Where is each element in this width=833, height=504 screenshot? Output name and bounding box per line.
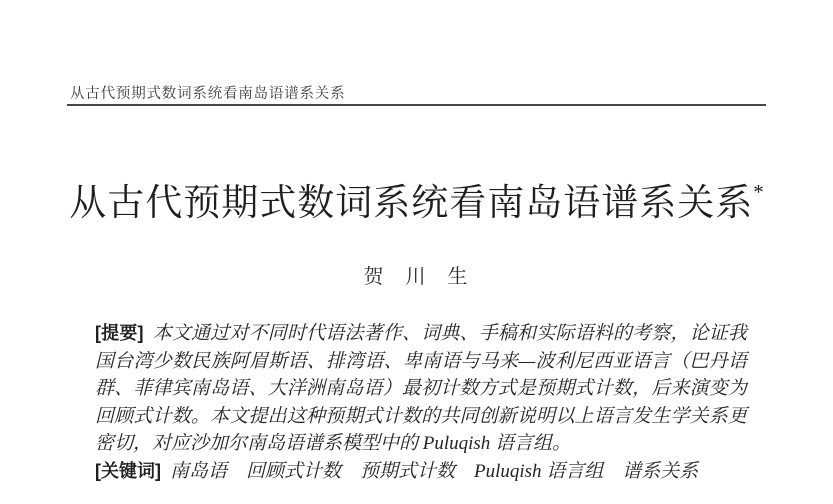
header-rule (67, 104, 766, 106)
title-footnote-marker: * (753, 180, 764, 204)
abstract-text: 本文通过对不同时代语法著作、词典、手稿和实际语料的考察，论证我国台湾少数民族阿眉斯语、排湾语、卑南语与马来—波利尼西亚语言（巴丹语群、菲律宾南岛语、大洋洲南岛语）最初计数方式是预期式计数，后来演变为回顾式计数。本文提出这种预期式计数的共同创新说明以上语言发生学关系更密切，对应沙加尔南岛语谱系模型中的 Puluqish 语言组。 (95, 323, 747, 454)
keywords-text: 南岛语 回顾式计数 预期式计数 Puluqish 语言组 谱系关系 (170, 460, 699, 482)
abstract-block (95, 320, 747, 485)
keywords-line (95, 458, 747, 486)
paper-title-text: 从古代预期式数词系统看南岛语谱系关系 (69, 183, 754, 224)
running-header: 从古代预期式数词系统看南岛语谱系关系 (70, 86, 346, 102)
paper-title (0, 172, 833, 226)
abstract-label: [提要] (95, 323, 144, 343)
abstract (95, 320, 747, 458)
author-name: 贺 川 生 (363, 266, 470, 288)
keywords-label: [关键词] (95, 460, 161, 481)
